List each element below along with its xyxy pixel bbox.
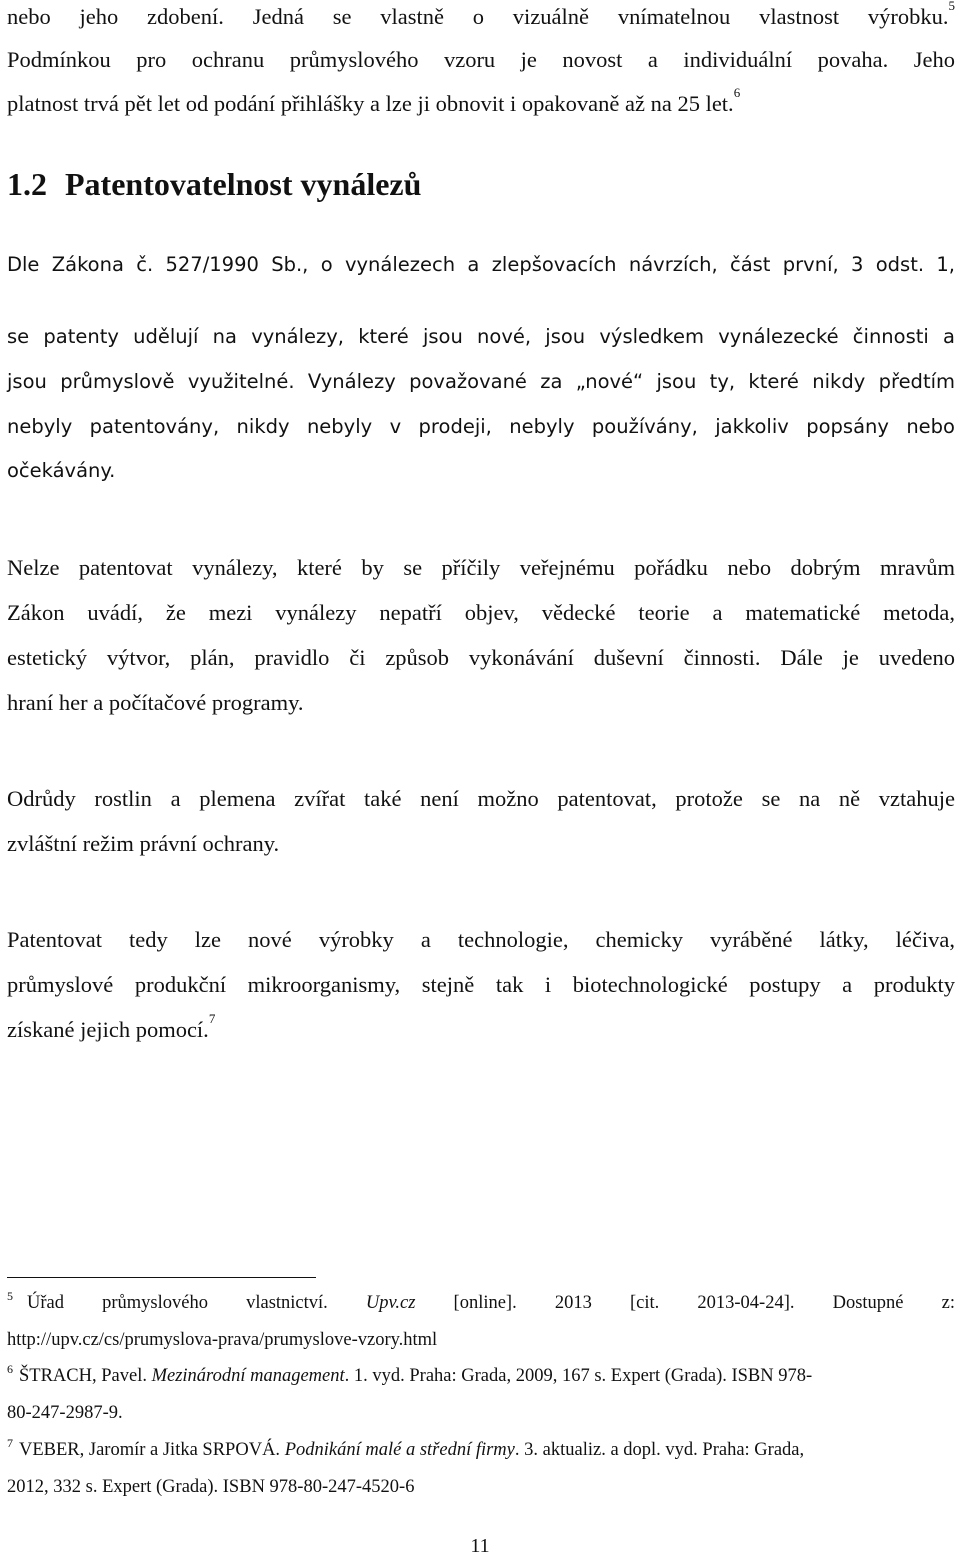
paragraph-line: nebo jeho zdobení. Jedná se vlastně o vizuálně vnímatelnou vlastnost výrobku.$^5$ (7, 0, 955, 29)
footnote-continuation: 2012, 332 s. Expert (Grada). ISBN 978-80-247-4520-6 (7, 1477, 415, 1497)
paragraph-line: se patenty udělují na vynálezy, které jsou nové, jsou výsledkem vynálezecké činnosti a (7, 325, 955, 348)
section-heading (7, 166, 421, 203)
paragraph-line: Patentovat tedy lze nové výrobky a technologie, chemicky vyráběné látky, léčiva, (7, 927, 955, 952)
paragraph-line: jsou průmyslově využitelné. Vynálezy považované za „nové“ jsou ty, které nikdy předtím (7, 370, 955, 393)
footnote-number: 5 (7, 1289, 13, 1303)
page-number: 11 (470, 1535, 490, 1557)
footnote-number: 7 (7, 1436, 13, 1450)
footnote-ref: 6 (733, 85, 741, 100)
paragraph-line: hraní her a počítačové programy. (7, 690, 304, 715)
paragraph-line: Dle Zákona č. 527/1990 Sb., o vynálezech a zlepšovacích návrzích, část první, 3 odst. 1, (7, 253, 955, 276)
paragraph-line: Podmínkou pro ochranu průmyslového vzoru je novost a individuální povaha. Jeho (7, 47, 955, 72)
paragraph-line: průmyslové produkční mikroorganismy, stejně tak i biotechnologické postupy a produkty (7, 972, 955, 997)
section-number: 1.2 (7, 166, 47, 202)
paragraph-line: Zákon uvádí, že mezi vynálezy nepatří objev, vědecké teorie a matematické metoda, (7, 600, 955, 625)
footnote-number: 6 (7, 1362, 13, 1376)
footnote-separator (7, 1277, 316, 1278)
paragraph-line: očekávány. (7, 459, 116, 482)
footnote-ref: 7 (208, 1011, 216, 1026)
footnote-url: http://upv.cz/cs/prumyslova-prava/prumyslove-vzory.html (7, 1330, 438, 1350)
section-title: Patentovatelnost vynálezů (65, 166, 422, 202)
footnote: $^6$ ŠTRACH, Pavel. Mezinárodní management. 1. vyd. Praha: Grada, 2009, 167 s. Expert (Grada). ISBN 978- (7, 1362, 813, 1386)
paragraph-line: estetický výtvor, plán, pravidlo či způsob vykonávání duševní činnosti. Dále je uvedeno (7, 645, 955, 670)
paragraph-line: nebyly patentovány, nikdy nebyly v prodeji, nebyly používány, jakkoliv popsány nebo (7, 415, 955, 438)
paragraph-line: Nelze patentovat vynálezy, které by se příčily veřejnému pořádku nebo dobrým mravům (7, 555, 955, 580)
paragraph-line: Odrůdy rostlin a plemena zvířat také není možno patentovat, protože se na ně vztahuje (7, 786, 955, 811)
paragraph-line: získané jejich pomocí.$^7$ (7, 1011, 216, 1042)
paragraph-line: zvláštní režim právní ochrany. (7, 831, 280, 856)
footnote: $^5$ Úřad průmyslového vlastnictví. Upv.cz [online]. 2013 [cit. 2013-04-24]. Dostupné z: (7, 1289, 955, 1313)
paragraph-line: platnost trvá pět let od podání přihlášky a lze ji obnovit i opakovaně až na 25 let.$^6$ (7, 85, 741, 116)
footnote-continuation: 80-247-2987-9. (7, 1403, 123, 1423)
footnote-ref: 5 (948, 0, 955, 13)
footnote: $^7$ VEBER, Jaromír a Jitka SRPOVÁ. Podnikání malé a střední firmy. 3. aktualiz. a dopl. vyd. Praha: Grada, (7, 1436, 805, 1460)
